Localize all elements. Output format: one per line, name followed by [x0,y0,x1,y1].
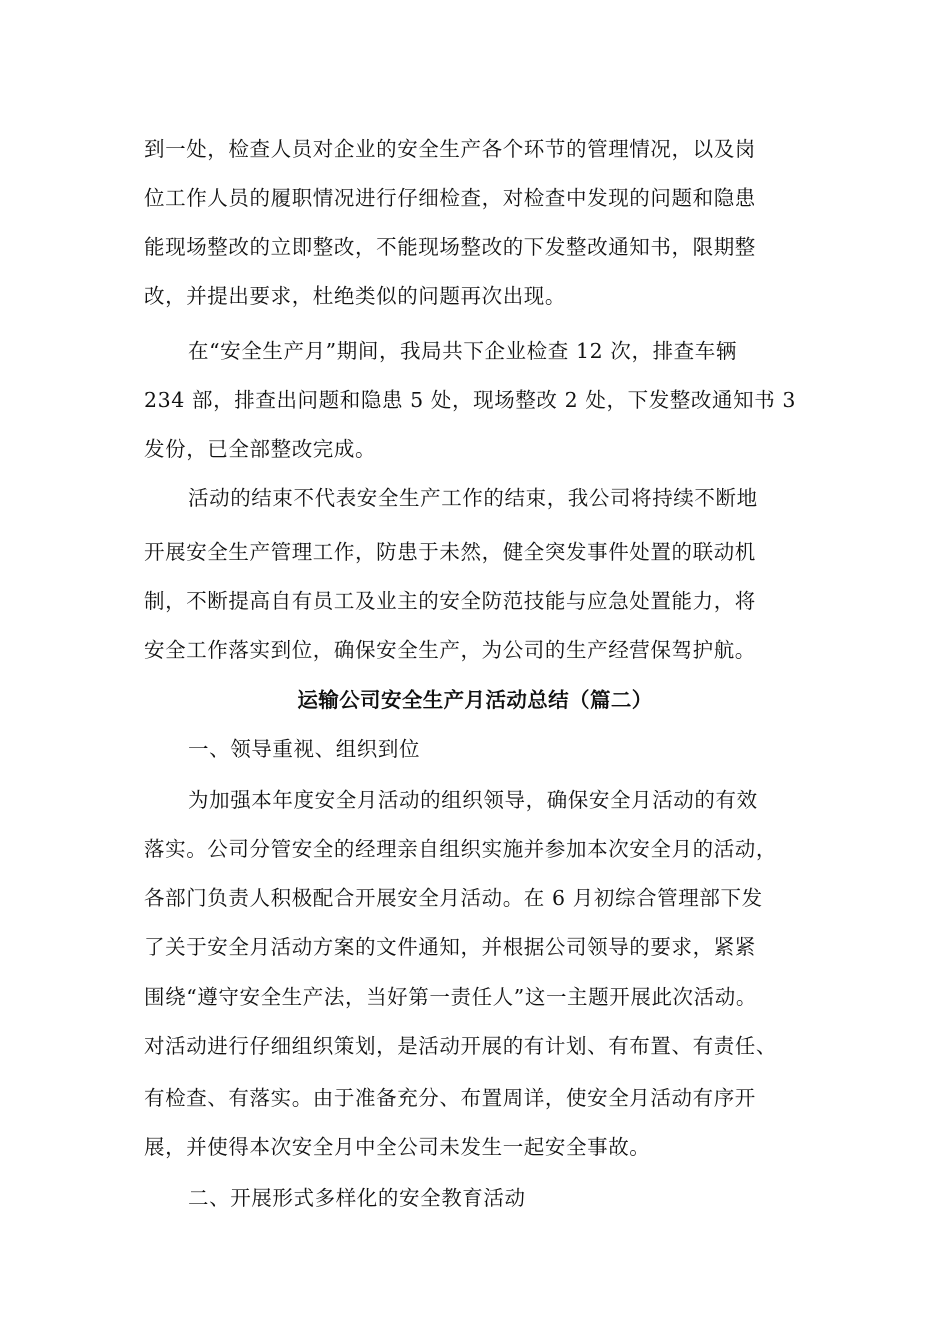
body-line: 234 部，排查出问题和隐患 5 处，现场整改 2 处，下发整改通知书 3 [144,388,797,412]
body-line: 展，并使得本次安全月中全公司未发生一起安全事故。 [144,1135,651,1159]
body-line: 了关于安全月活动方案的文件通知，并根据公司领导的要求，紧紧 [144,935,756,959]
section-title: 运输公司安全生产月活动总结（篇二） [297,688,653,712]
section-heading: 二、开展形式多样化的安全教育活动 [188,1186,526,1210]
body-line: 在“安全生产月”期间，我局共下企业检查 12 次，排查车辆 [188,339,737,363]
body-line: 对活动进行仔细组织策划，是活动开展的有计划、有布置、有责任、 [144,1034,777,1058]
body-line: 发份，已全部整改完成。 [144,437,377,461]
body-line: 制，不断提高自有员工及业主的安全防范技能与应急处置能力，将 [144,589,756,613]
body-line: 开展安全生产管理工作，防患于未然，健全突发事件处置的联动机 [144,540,756,564]
body-line: 能现场整改的立即整改，不能现场整改的下发整改通知书，限期整 [144,235,756,259]
body-line: 位工作人员的履职情况进行仔细检查，对检查中发现的问题和隐患 [144,186,756,210]
body-line: 改，并提出要求，杜绝类似的问题再次出现。 [144,284,566,308]
body-line: 活动的结束不代表安全生产工作的结束，我公司将持续不断地 [188,486,758,510]
body-line: 安全工作落实到位，确保安全生产，为公司的生产经营保驾护航。 [144,638,756,662]
body-line: 落实。公司分管安全的经理亲自组织实施并参加本次安全月的活动， [144,837,777,861]
body-line: 围绕“遵守安全生产法，当好第一责任人”这一主题开展此次活动。 [144,985,757,1009]
body-line: 有检查、有落实。由于准备充分、布置周详，使安全月活动有序开 [144,1086,756,1110]
section-heading: 一、领导重视、组织到位 [188,737,421,761]
body-line: 为加强本年度安全月活动的组织领导，确保安全月活动的有效 [188,788,758,812]
body-line: 各部门负责人积极配合开展安全月活动。在 6 月初综合管理部下发 [144,886,763,910]
body-line: 到一处，检查人员对企业的安全生产各个环节的管理情况，以及岗 [144,137,756,161]
